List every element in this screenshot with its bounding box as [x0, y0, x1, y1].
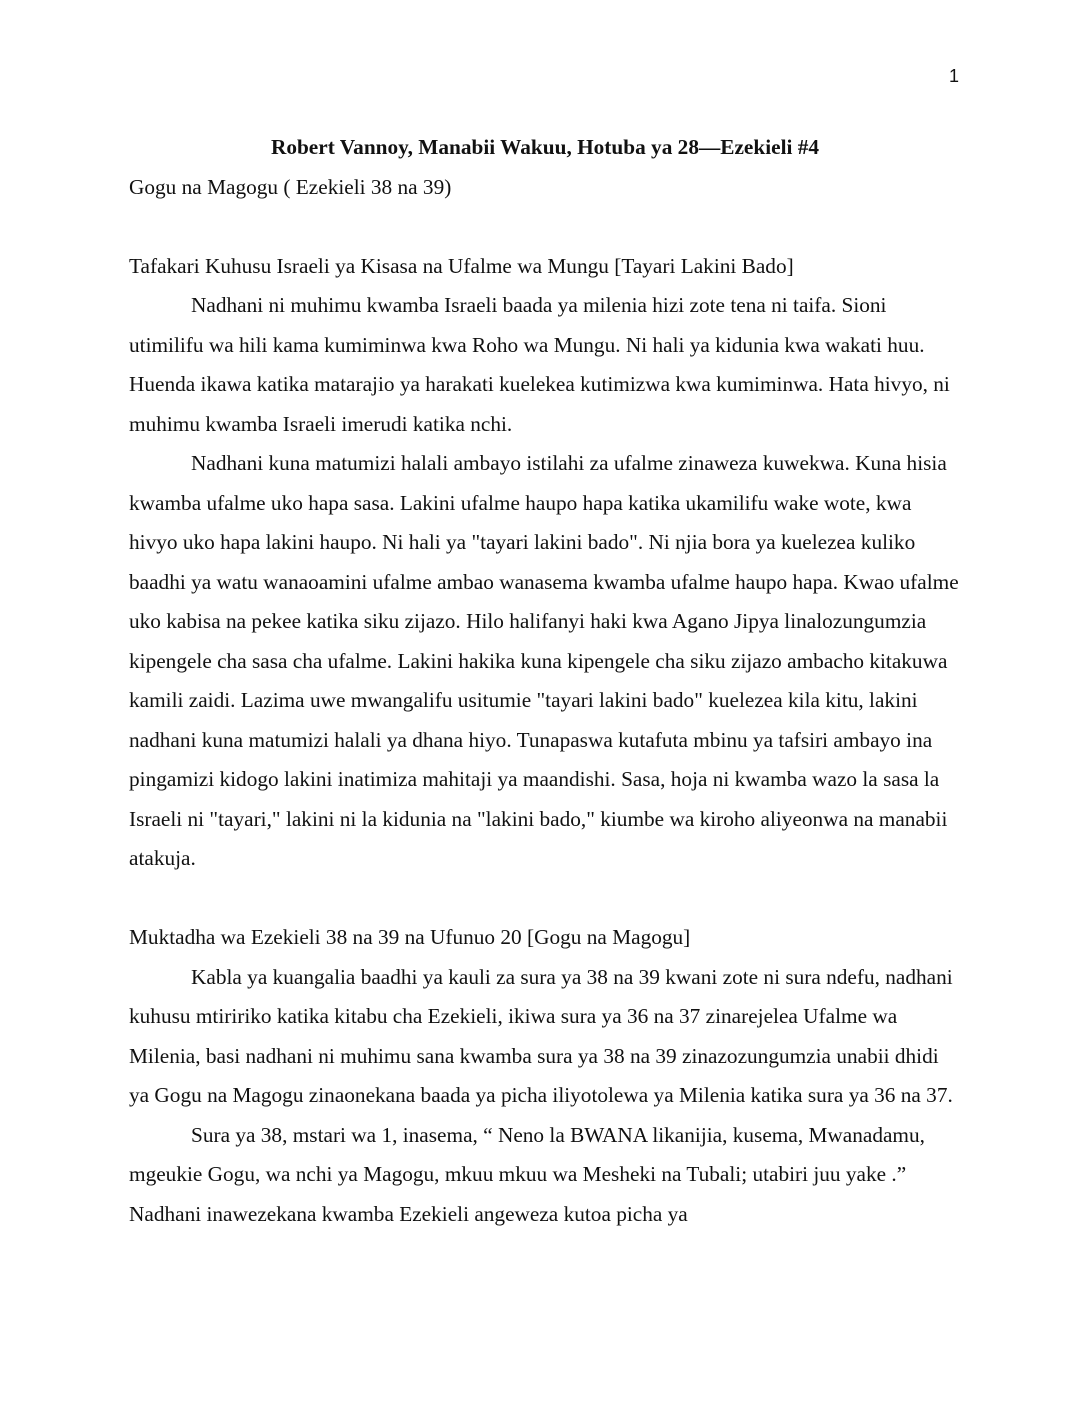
body-paragraph: Nadhani kuna matumizi halali ambayo istilahi za ufalme zinaweza kuwekwa. Kuna hisia kwamba ufalme uko hapa sasa. Lakini ufalme haupo hapa katika ukamilifu wake wote, kwa hivyo uko hapa lakini haupo. Ni hali ya "tayari lakini bado". Ni njia bora ya kuelezea kuliko baadhi ya watu wanaoamini ufalme ambao wanasema kwamba ufalme haupo hapa. Kwao ufalme uko kabisa na pekee katika siku zijazo. Hilo halifanyi haki kwa Agano Jipya linalozungumzia kipengele cha sasa cha ufalme. Lakini hakika kuna kipengele cha siku zijazo ambacho kitakuwa kamili zaidi. Lazima uwe mwangalifu usitumie "tayari lakini bado" kuelezea kila kitu, lakini nadhani kuna matumizi halali ya dhana hiyo. Tunapaswa kutafuta mbinu ya tafsiri ambayo ina pingamizi kidogo lakini inatimiza mahitaji ya maandishi. Sasa, hoja ni kwamba wazo la sasa la Israeli ni "tayari," lakini ni la kidunia na "lakini bado," kiumbe wa kiroho aliyeonwa na manabii atakuja.	[129, 451, 959, 870]
body-paragraph: Sura ya 38, mstari wa 1, inasema, “ Neno la BWANA likanijia, kusema, Mwanadamu, mgeukie Gogu, wa nchi ya Magogu, mkuu mkuu wa Mesheki na Tubali; utabiri juu yake .” Nadhani inawezekana kwamba Ezekieli angeweza kutoa picha ya	[129, 1122, 925, 1226]
section-heading: Tafakari Kuhusu Israeli ya Kisasa na Ufalme wa Mungu [Tayari Lakini Bado]	[129, 253, 794, 278]
body-paragraph: Kabla ya kuangalia baadhi ya kauli za sura ya 38 na 39 kwani zote ni sura ndefu, nadhani kuhusu mtiririko katika kitabu cha Ezekieli, ikiwa sura ya 36 na 37 zinarejelea Ufalme wa Milenia, basi nadhani ni muhimu sana kwamba sura ya 38 na 39 zinazozungumzia unabii dhidi ya Gogu na Magogu zinaonekana baada ya picha iliyotolewa ya Milenia katika sura ya 36 na 37.	[129, 964, 953, 1107]
document-subtitle: Gogu na Magogu ( Ezekieli 38 na 39)	[129, 174, 452, 199]
body-paragraph: Nadhani ni muhimu kwamba Israeli baada ya milenia hizi zote tena ni taifa. Sioni utimilifu wa hili kama kumiminwa kwa Roho wa Mungu. Ni hali ya kidunia kwa wakati huu. Huenda ikawa katika matarajio ya harakati kuelekea kutimizwa kwa kumiminwa. Hata hivyo, ni muhimu kwamba Israeli imerudi katika nchi.	[129, 293, 950, 436]
document-body	[129, 128, 961, 1234]
page-number: 1	[948, 66, 959, 86]
section-heading: Muktadha wa Ezekieli 38 na 39 na Ufunuo 20 [Gogu na Magogu]	[129, 925, 691, 949]
document-title: Robert Vannoy, Manabii Wakuu, Hotuba ya 28—Ezekieli #4	[270, 135, 820, 159]
